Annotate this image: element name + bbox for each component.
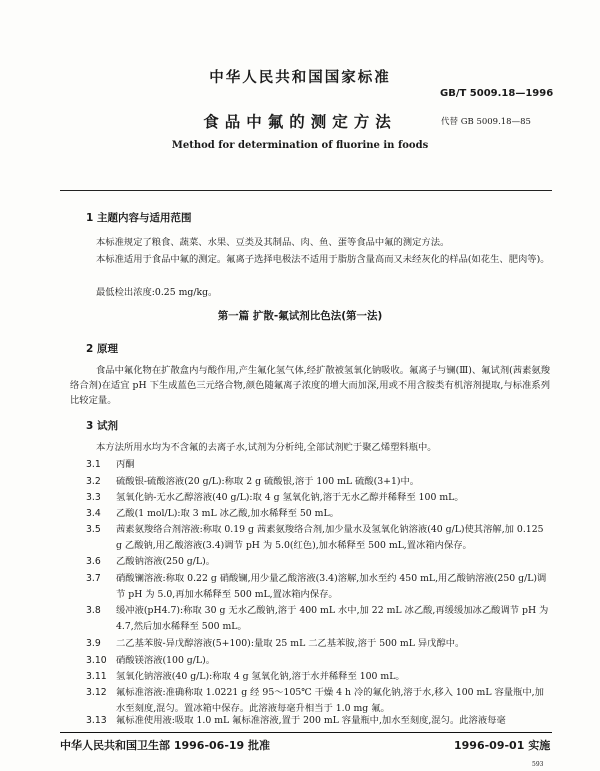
reagent-item: [86, 571, 552, 603]
reagent-number: 3.6: [86, 556, 101, 567]
reagent-item: [86, 554, 552, 570]
reagent-item: [86, 636, 552, 652]
reagent-item: [86, 474, 552, 490]
english-title: Method for determination of fluorine in foods: [171, 140, 429, 151]
reagent-item: [86, 653, 552, 669]
reagent-item: [86, 713, 552, 728]
reagent-number: 3.11: [86, 671, 107, 682]
reagent-item: [86, 603, 552, 635]
section-1-paragraph-3: 最低检出浓度:0.25 mg/kg。: [96, 287, 218, 298]
reagent-text: 氢氧化钠溶液(40 g/L):称取 4 g 氢氧化钠,溶于水并稀释至 100 mL。: [116, 671, 405, 682]
section-1-heading: 1 主题内容与适用范围: [86, 212, 192, 224]
reagent-text: 硝酸镧溶液:称取 0.22 g 硝酸镧,用少量乙酸溶液(3.4)溶解,加水至约 450 mL,用乙酸钠溶液(250 g/L)调节 pH 为 5.0,再加水稀释至 500 mL,置冰箱内保存。: [116, 573, 547, 600]
implementation-date: 1996-09-01 实施: [454, 739, 551, 752]
section-3-heading: 3 试剂: [86, 420, 118, 432]
reagent-item: [86, 457, 552, 473]
reagent-text: 氟标准使用液:吸取 1.0 mL 氟标准溶液,置于 200 mL 容量瓶中,加水至刻度,混匀。此溶液每毫: [116, 715, 506, 726]
reagent-item: [86, 669, 552, 685]
header-divider: [60, 190, 552, 191]
reagent-text: 丙酮: [116, 459, 135, 470]
reagent-text: 硝酸镁溶液(100 g/L)。: [116, 655, 215, 666]
section-3-intro: 本方法所用水均为不含氟的去离子水,试剂为分析纯,全部试剂贮于聚乙烯塑料瓶中。: [96, 442, 437, 453]
reagent-number: 3.12: [86, 687, 107, 698]
reagent-number: 3.9: [86, 638, 101, 649]
reagent-text: 缓冲液(pH4.7):称取 30 g 无水乙酸钠,溶于 400 mL 水中,加 22 mL 冰乙酸,再缓缓加冰乙酸调节 pH 为 4.7,然后加水稀释至 500 mL。: [116, 605, 549, 632]
reagent-number: 3.10: [86, 655, 107, 666]
reagent-number: 3.13: [86, 715, 107, 726]
approval-note: 中华人民共和国卫生部 1996-06-19 批准: [60, 739, 271, 752]
reagent-item: [86, 490, 552, 506]
part-1-title: 第一篇 扩散-氟试剂比色法(第一法): [217, 310, 383, 322]
footer-divider: [60, 732, 552, 733]
reagent-item: [86, 506, 552, 522]
section-2-heading: 2 原理: [86, 343, 118, 355]
section-1-paragraph-1: 本标准规定了粮食、蔬菜、水果、豆类及其制品、肉、鱼、蛋等食品中氟的测定方法。: [96, 237, 450, 248]
standard-title: 中华人民共和国国家标准: [209, 70, 391, 86]
reagent-item: [86, 522, 552, 554]
reagent-text: 氢氧化钠-无水乙醇溶液(40 g/L):取 4 g 氢氧化钠,溶于无水乙醇并稀释至 100 mL。: [116, 492, 464, 503]
standard-code: GB/T 5009.18—1996: [440, 88, 554, 99]
reagent-number: 3.2: [86, 476, 101, 487]
document-title: 食品中氟的测定方法: [203, 113, 397, 131]
reagent-text: 二乙基苯胺-异戊醇溶液(5+100):量取 25 mL 二乙基苯胺,溶于 500 mL 异戊醇中。: [116, 638, 465, 649]
reagent-text: 乙酸钠溶液(250 g/L)。: [116, 556, 215, 567]
reagent-number: 3.3: [86, 492, 101, 503]
page-number: 593: [532, 761, 544, 768]
reagent-number: 3.7: [86, 573, 101, 584]
reagent-text: 乙酸(1 mol/L):取 3 mL 冰乙酸,加水稀释至 50 mL。: [116, 508, 339, 519]
section-2-paragraph: 食品中氟化物在扩散盒内与酸作用,产生氟化氢气体,经扩散被氢氧化钠吸收。氟离子与镧(Ⅲ)、氟试剂(茜素氨羧络合剂)在适宜 pH 下生成蓝色三元络合物,颜色随氟离子浓度的增大而加深,用或不用含胺类有机溶剂提取,与标准系列比较定量。: [70, 365, 550, 406]
replaces-note: 代替 GB 5009.18—85: [441, 117, 531, 127]
reagent-text: 硫酸银-硫酸溶液(20 g/L):称取 2 g 硫酸银,溶于 100 mL 硫酸(3+1)中。: [116, 476, 420, 487]
reagent-number: 3.4: [86, 508, 101, 519]
reagent-number: 3.5: [86, 524, 101, 535]
reagent-text: 茜素氨羧络合剂溶液:称取 0.19 g 茜素氨羧络合剂,加少量水及氢氧化钠溶液(40 g/L)使其溶解,加 0.125 g 乙酸钠,用乙酸溶液(3.4)调节 pH 为 5.0(红色),加水稀释至 500 mL,置冰箱内保存。: [116, 524, 544, 551]
section-1-paragraph-2: 本标准适用于食品中氟的测定。氟离子选择电极法不适用于脂肪含量高而又未经灰化的样品(如花生、肥肉等)。: [96, 254, 550, 265]
reagent-text: 氟标准溶液:准确称取 1.0221 g 经 95～105℃ 干燥 4 h 冷的氟化钠,溶于水,移入 100 mL 容量瓶中,加水至刻度,混匀。置冰箱中保存。此溶液每毫升相当于 1.0 mg 氟。: [116, 687, 544, 714]
reagent-number: 3.1: [86, 459, 101, 470]
reagent-number: 3.8: [86, 605, 101, 616]
